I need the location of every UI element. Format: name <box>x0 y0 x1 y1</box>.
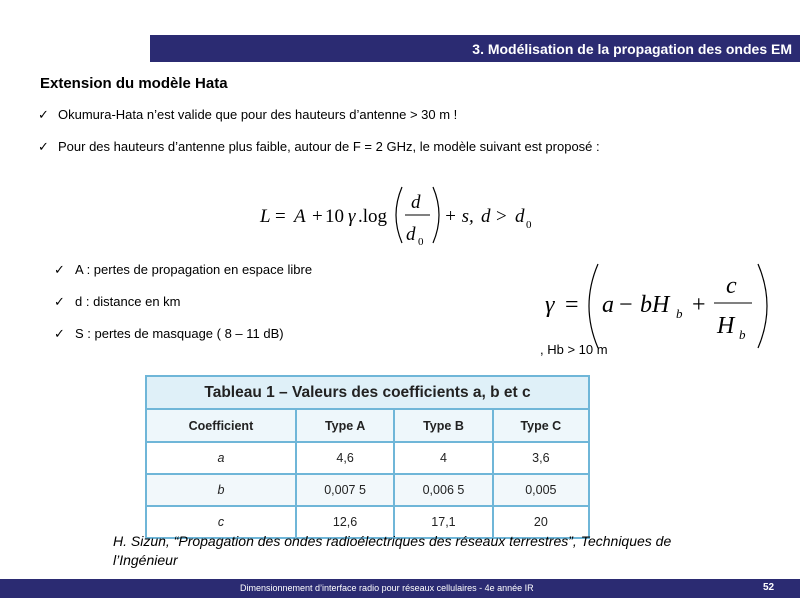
formula-eq: = <box>275 206 286 227</box>
coefficients-table <box>145 375 590 539</box>
formula-a: A <box>294 206 306 227</box>
gamma-right-paren <box>758 264 767 348</box>
table-header-cell: Type C <box>493 409 589 442</box>
check-icon: ✓ <box>54 294 65 309</box>
table-cell: 4,6 <box>296 442 394 474</box>
gamma-minus: − <box>619 292 633 318</box>
formula-d: d <box>481 206 491 227</box>
formula-d0: d <box>515 206 525 227</box>
table-cell: c <box>146 506 296 538</box>
gamma-denominator: H <box>717 313 735 339</box>
gamma-eq: = <box>565 292 579 318</box>
formula-denominator: d <box>406 224 416 245</box>
sub-bullet-item <box>54 262 312 278</box>
sub-bullet-text: d : distance en km <box>75 294 181 309</box>
gamma-numerator: c <box>726 273 737 299</box>
table-cell: b <box>146 474 296 506</box>
table-cell: 0,006 5 <box>394 474 492 506</box>
table-cell: 0,007 5 <box>296 474 394 506</box>
table-header-cell: Coefficient <box>146 409 296 442</box>
check-icon: ✓ <box>54 326 65 341</box>
gamma-left-paren <box>589 264 598 348</box>
gamma-a: a <box>602 292 614 318</box>
formula-plus: + <box>312 206 323 227</box>
page-number: 52 <box>763 582 775 593</box>
gamma-bh: bH <box>640 292 670 318</box>
formula-d0-sub: 0 <box>526 219 532 231</box>
gamma-symbol: γ <box>545 292 555 318</box>
bullet-text: Pour des hauteurs d’antenne plus faible, autour de F = 2 GHz, le modèle suivant est proposé : <box>58 139 600 154</box>
footer-text: Dimensionnement d’interface radio pour réseaux cellulaires - 4e année IR <box>240 583 534 593</box>
formula-gamma: γ <box>348 206 356 227</box>
hb-condition-note: , Hb > 10 m <box>540 342 608 357</box>
table-cell: 17,1 <box>394 506 492 538</box>
table-cell: 12,6 <box>296 506 394 538</box>
table-row <box>146 442 589 474</box>
table-caption: Tableau 1 – Valeurs des coefficients a, b et c <box>146 376 589 409</box>
gamma-plus: + <box>692 292 706 318</box>
formula-ten: 10 <box>325 206 344 227</box>
left-paren <box>396 187 402 243</box>
sub-bullet-text: S : pertes de masquage ( 8 – 11 dB) <box>75 326 284 341</box>
check-icon: ✓ <box>38 139 49 154</box>
table-row <box>146 474 589 506</box>
bullet-text: Okumura-Hata n’est valide que pour des hauteurs d’antenne > 30 m ! <box>58 107 458 122</box>
section-title: Extension du modèle Hata <box>40 75 228 92</box>
formula-log: .log <box>358 206 388 227</box>
formula-lhs: L <box>260 206 271 227</box>
formula-gt: > <box>496 206 507 227</box>
gamma-den-sub: b <box>739 327 746 342</box>
main-formula <box>259 187 532 248</box>
table-cell: 0,005 <box>493 474 589 506</box>
header-title: 3. Modélisation de la propagation des ondes EM <box>472 40 792 57</box>
check-icon: ✓ <box>54 262 65 277</box>
table-header-cell: Type A <box>296 409 394 442</box>
table-caption-row <box>146 376 589 409</box>
formula-den-sub: 0 <box>418 236 424 248</box>
formula-tail: + s, <box>444 206 474 227</box>
sub-bullet-item <box>54 326 284 342</box>
sub-bullet-text: A : pertes de propagation en espace libre <box>75 262 313 277</box>
check-icon: ✓ <box>38 107 49 122</box>
gamma-formula <box>545 264 767 348</box>
table-header-row <box>146 409 589 442</box>
formula-numerator: d <box>411 192 421 213</box>
sub-bullet-item <box>54 294 181 310</box>
right-paren <box>433 187 439 243</box>
table-cell: 3,6 <box>493 442 589 474</box>
gamma-bh-sub: b <box>676 306 683 321</box>
table-header-cell: Type B <box>394 409 492 442</box>
table-cell: 20 <box>493 506 589 538</box>
table-cell: a <box>146 442 296 474</box>
table-cell: 4 <box>394 442 492 474</box>
citation: H. Sizun, “Propagation des ondes radioélectriques des réseaux terrestres”, Techniques de l’Ingénieur <box>113 533 672 568</box>
